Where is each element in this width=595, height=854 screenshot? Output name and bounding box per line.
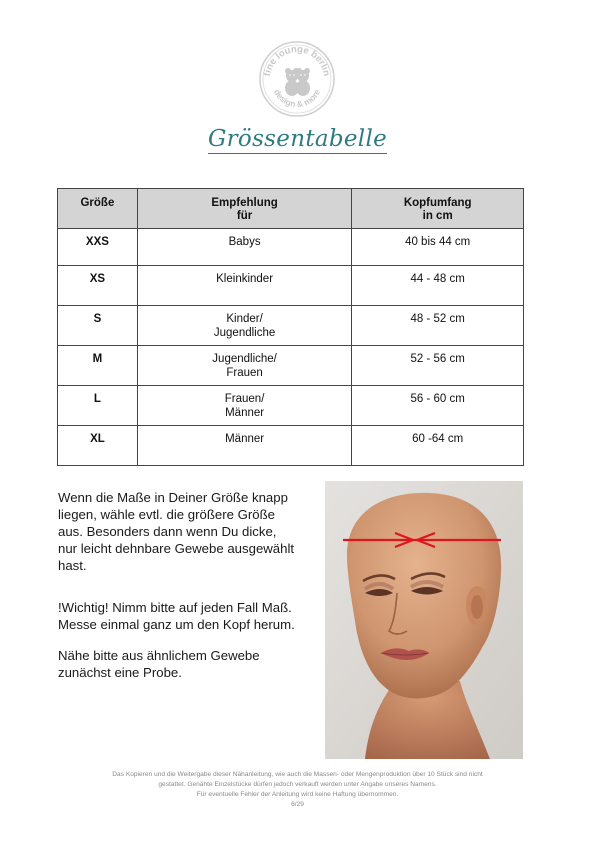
recommendation-cell — [137, 266, 352, 306]
table-row — [58, 229, 524, 266]
table-row — [58, 386, 524, 426]
svg-text:design & more: design & more — [271, 87, 323, 110]
recommendation-line: Jugendliche/ — [212, 353, 277, 365]
circumference-cell: 56 - 60 cm — [352, 386, 524, 426]
size-table — [57, 188, 524, 466]
circumference-cell: 48 - 52 cm — [352, 306, 524, 346]
mannequin-head-image — [325, 481, 523, 759]
sample-paragraph: Nähe bitte aus ähnlichem Gewebe zunächst eine Probe. — [58, 648, 260, 680]
recommendation-line: Kinder/ — [226, 313, 263, 325]
circumference-cell: 44 - 48 cm — [352, 266, 524, 306]
table-row — [58, 346, 524, 386]
size-cell: XXS — [58, 229, 138, 266]
recommendation-line: Männer — [225, 433, 265, 445]
brand-logo — [258, 40, 336, 118]
table-header-row — [58, 189, 524, 229]
table-row — [58, 426, 524, 466]
page-number: 6/29 — [291, 801, 304, 808]
important-paragraph: !Wichtig! Nimm bitte auf jeden Fall Maß. Messe einmal ganz um den Kopf herum. — [58, 600, 295, 632]
circumference-cell: 52 - 56 cm — [352, 346, 524, 386]
page-title: Grössentabelle — [207, 126, 388, 152]
size-cell: XS — [58, 266, 138, 306]
size-cell: S — [58, 306, 138, 346]
recommendation-line: Männer — [225, 407, 265, 419]
recommendation-cell — [137, 346, 352, 386]
header-recommend: Empfehlung für — [137, 189, 352, 229]
recommendation-cell — [137, 386, 352, 426]
size-cell: L — [58, 386, 138, 426]
recommendation-line: Frauen — [226, 367, 263, 379]
recommendation-line: Babys — [228, 236, 261, 248]
circumference-cell: 60 -64 cm — [352, 426, 524, 466]
recommendation-line: Jugendliche — [213, 327, 276, 339]
table-row — [58, 306, 524, 346]
advice-paragraph: Wenn die Maße in Deiner Größe knapp liegen, wähle evtl. die größere Größe aus. Besonders dann wenn Du dicke, nur leicht dehnbare Gewebe ausgewählt hast. — [58, 490, 295, 573]
header-circumference: Kopfumfang in cm — [352, 189, 524, 229]
recommendation-line: Kleinkinder — [216, 273, 274, 285]
svg-text:fine lounge berlin: fine lounge berlin — [262, 43, 332, 78]
copyright-footer: Das Kopieren und die Weitergabe dieser Nähanleitung, wie auch die Massen- oder Mengenproduktion über 10 Stück sind nicht gestattet. Genähte Einzelstücke dürfen jedoch verkauft werden unter Angabe unseres Namens. Für eventuelle Fehler der Anleitung wird keine Haftung übernommen. 6/29 — [60, 770, 535, 810]
mannequin-head-photo — [325, 481, 523, 759]
size-cell: M — [58, 346, 138, 386]
recommendation-cell — [137, 426, 352, 466]
recommendation-line: Frauen/ — [224, 393, 265, 405]
size-cell: XL — [58, 426, 138, 466]
recommendation-cell — [137, 229, 352, 266]
header-size: Größe — [58, 189, 138, 229]
table-row — [58, 266, 524, 306]
circumference-cell: 40 bis 44 cm — [352, 229, 524, 266]
logo-seal-icon — [258, 40, 336, 118]
recommendation-cell — [137, 306, 352, 346]
